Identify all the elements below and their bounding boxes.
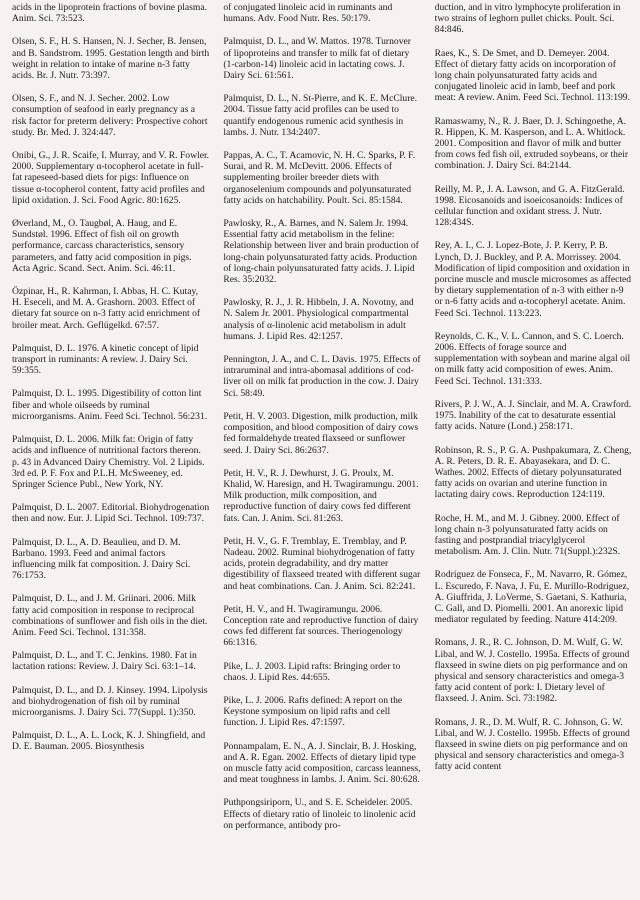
reference-entry: Palmquist, D. L., N. St-Pierre, and K. E. McClure. 2004. Tissue fatty acid profiles can be used to quantify endogenous rumenic acid synthesis in lambs. J. Nutr. 134:2407. xyxy=(223,93,418,138)
reference-column-1 xyxy=(12,2,209,900)
reference-entry: Olsen, S. F., and N. J. Secher. 2002. Low consumption of seafood in early pregnancy as a risk factor for preterm delivery: Prospective cohort study. Br. Med. J. 324:447. xyxy=(12,93,208,138)
reference-entry: Puthpongsiriporn, U., and S. E. Scheideler. 2005. Effects of dietary ratio of linoleic to linolenic acid on performance, antibody pro- xyxy=(223,797,416,831)
reference-entry: Pappas, A. C., T. Acamovic, N. H. C. Sparks, P. F. Surai, and R. M. McDevitt. 2006. Effects of supplementing broiler breeder diets with organoselenium compounds and polyunsaturated fatty acids on hatchability. Poult. Sci. 85:1584. xyxy=(223,150,416,206)
reference-entry: of conjugated linoleic acid in ruminants and humans. Adv. Food Nutr. Res. 50:179. xyxy=(223,2,393,25)
reference-column-2 xyxy=(223,2,420,900)
reference-entry: Rey, A. I., C. J. Lopez-Bote, J. P. Kerry, P. B. Lynch, D. J. Buckley, and P. A. Morrissey. 2004. Modification of lipid composition and oxidation in porcine muscle and muscle microsomes as affected by dietary supplementation of n-3 with either n-9 or n-6 fatty acids and α-tocopheryl acetate. Anim. Feed Sci. Technol. 113:223. xyxy=(434,240,632,319)
reference-entry: Olsen, S. F., H. S. Hansen, N. J. Secher, B. Jensen, and B. Sandstrom. 1995. Gestation length and birth weight in relation to intake of marine n-3 fatty acids. Br. J. Nutr. 73:397. xyxy=(12,36,210,82)
reference-entry: Palmquist, D. L., A. D. Beaulieu, and D. M. Barbano. 1993. Feed and animal factors influencing milk fat composition. J. Dairy Sci. 76:1753. xyxy=(12,536,191,582)
reference-entry: acids in the lipoprotein fractions of bovine plasma. Anim. Sci. 73:523. xyxy=(12,2,208,25)
reference-entry: Petit, H. V., G. F. Tremblay, E. Tremblay, and P. Nadeau. 2002. Ruminal biohydrogenation of fatty acids, protein degradability, and dry matter digestibility of flaxseed treated with different sugar and heat combinations. Can. J. Anim. Sci. 82:241. xyxy=(223,535,421,592)
reference-entry: Palmquist, D. L., and D. J. Kinsey. 1994. Lipolysis and biohydrogenation of fish oil by ruminal microorganisms. J. Dairy Sci. 77(Suppl. 1):350. xyxy=(12,684,208,718)
reference-entry: Robinson, R. S., P. G. A. Pushpakumara, Z. Cheng, A. R. Peters, D. R. E. Abayasekara, and D. C. Wathes. 2002. Effects of dietary polyunsaturated fatty acids on ovarian and uterine function in lactating dairy cows. Reproduction 124:119. xyxy=(434,444,632,501)
reference-entry: Palmquist, D. L., and J. M. Griinari. 2006. Milk fatty acid composition in response to reciprocal combinations of sunflower and fish oils in the diet. Anim. Feed Sci. Technol. 131:358. xyxy=(12,593,208,638)
reference-entry: Palmquist, D. L., and W. Mattos. 1978. Turnover of lipoproteins and transfer to milk fat of dietary (1-carbon-14) linoleic acid in lactating cows. J. Dairy Sci. 61:561. xyxy=(223,36,411,82)
reference-entry: Pike, L. J. 2003. Lipid rafts: Bringing order to chaos. J. Lipid Res. 44:655. xyxy=(223,660,401,683)
reference-entry: Roche, H. M., and M. J. Gibney. 2000. Effect of long chain n-3 polyunsaturated fatty acids on fasting and postprandial triacylglycerol metabolism. Am. J. Clin. Nutr. 71(Suppl.):232S. xyxy=(434,512,621,558)
reference-entry: Rivers, P. J. W., A. J. Sinclair, and M. A. Crawford. 1975. Inability of the cat to desaturate essential fatty acids. Nature (Lond.) 258:171. xyxy=(434,398,632,433)
reference-entry: Petit, H. V., and H. Twagiramungu. 2006. Conception rate and reproductive function of dairy cows fed different fat sources. Theriogenology 66:1316. xyxy=(223,603,419,649)
reference-entry: Rodríguez de Fonseca, F., M. Navarro, R. Gómez, L. Escuredo, F. Nava, J. Fu, E. Murillo-Rodríguez, A. Giuffrida, J. LoVerme, S. Gaetani, S. Kathuria, C. Gall, and D. Piomelli. 2001. An anorexic lipid mediator regulated by feeding. Nature 414:209. xyxy=(434,569,630,626)
reference-entry: Pike, L. J. 2006. Rafts defined: A report on the Keystone symposium on lipid rafts and cell function. J. Lipid Res. 47:1597. xyxy=(223,694,403,729)
reference-entry: Øverland, M., O. Taugbøl, A. Haug, and E. Sundstøl. 1996. Effect of fish oil on growth performance, carcass characteristics, sensory parameters, and fatty acid composition in pigs. Acta Agric. Scand. Sect. Anim. Sci. 46:11. xyxy=(12,218,192,274)
reference-entry: Petit, H. V., R. J. Dewhurst, J. G. Proulx, M. Khalid, W. Haresign, and H. Twagiramungu. 2001. Milk production, milk composition, and reproductive function of dairy cows fed different fats. Can. J. Anim. Sci. 81:263. xyxy=(223,467,419,524)
reference-entry: Palmquist, D. L. 1995. Digestibility of cotton lint fiber and whole oilseeds by ruminal microorganisms. Anim. Feed Sci. Technol. 56:231. xyxy=(12,388,208,422)
reference-entry: duction, and in vitro lymphocyte proliferation in two strains of leghorn pullet chicks. Poult. Sci. 84:846. xyxy=(434,2,621,36)
reference-entry: Raes, K., S. De Smet, and D. Demeyer. 2004. Effect of dietary fatty acids on incorporation of long chain polyunsaturated fatty acids and conjugated linoleic acid in lamb, beef and pork meat: A review. Anim. Feed Sci. Technol. 113:199. xyxy=(434,47,631,104)
reference-entry: Pawlosky, R. J., J. R. Hibbeln, J. A. Novotny, and N. Salem Jr. 2001. Physiological compartmental analysis of α-linolenic acid metabolism in adult humans. J. Lipid Res. 42:1257. xyxy=(223,297,414,342)
reference-entry: Palmquist, D. L., and T. C. Jenkins. 1980. Fat in lactation rations: Review. J. Dairy Sci. 63:1–14. xyxy=(12,650,197,673)
reference-entry: Pawlosky, R., A. Barnes, and N. Salem Jr. 1994. Essential fatty acid metabolism in the feline: Relationship between liver and brain production of long-chain polyunsaturated fatty acids. Production of long-chain polyunsaturated fatty acids. J. Lipid Res. 35:2032. xyxy=(223,218,419,286)
reference-entry: Reilly, M. P., J. A. Lawson, and G. A. FitzGerald. 1998. Eicosanoids and isoeicosanoids: Indices of cellular function and oxidant stress. J. Nutr. 128:434S. xyxy=(434,183,625,229)
reference-entry: Romans, J. R., D. M. Wulf, R. C. Johnson, G. W. Libal, and W. J. Costello. 1995b. Effects of ground flaxseed in swine diets on pig performance and on physical and sensory characteristics and omega-3 fatty acid content xyxy=(434,716,630,773)
reference-entry: Pennington, J. A., and C. L. Davis. 1975. Effects of intraruminal and intra-abomasal additions of cod-liver oil on milk fat production in the cow. J. Dairy Sci. 58:49. xyxy=(223,354,421,399)
reference-entry: Onibi, G., J. R. Scaife, I. Murray, and V. R. Fowler. 2000. Supplementary α-tocopherol acetate in full-fat rapeseed-based diets for pigs: Influence on tissue α-tocopherol content, fatty acid profiles and lipid oxidation. J. Sci. Food Agric. 80:1625. xyxy=(12,150,210,206)
reference-entry: Palmquist, D. L. 2006. Milk fat: Origin of fatty acids and influence of nutritional factors thereon. p. 43 in Advanced Dairy Chemistry. Vol. 2 Lipids. 3rd ed. P. F. Fox and P.L.H. McSweeney, ed. Springer Science Publ., New York, NY. xyxy=(12,434,205,490)
reference-entry: Petit, H. V. 2003. Digestion, milk production, milk composition, and blood composition of dairy cows fed formaldehyde treated flaxseed or sunflower seed. J. Dairy Sci. 86:2637. xyxy=(223,410,419,456)
reference-entry: Palmquist, D. L., A. L. Lock, K. J. Shingfield, and D. E. Bauman. 2005. Biosynthesis xyxy=(12,730,206,753)
reference-entry: Ramaswamy, N., R. J. Baer, D. J. Schingoethe, A. R. Hippen, K. M. Kasperson, and L. A. Whitlock. 2001. Composition and flavor of milk and butter from cows fed fish oil, extruded soybeans, or their combination. J. Dairy Sci. 84:2144. xyxy=(434,115,629,172)
reference-entry: Palmquist, D. L. 2007. Editorial. Biohydrogenation then and now. Eur. J. Lipid Sci. Technol. 109:737. xyxy=(12,502,210,525)
reference-entry: Romans, J. R., R. C. Johnson, D. M. Wulf, G. W. Libal, and W. J. Costello. 1995a. Effects of ground flaxseed in swine diets on pig performance and on physical and sensory characteristics and omega-3 fatty acid content of pork: I. Dietary level of flaxseed. J. Anim. Sci. 73:1982. xyxy=(434,637,630,705)
reference-entry: Ponnampalam, E. N., A. J. Sinclair, B. J. Hosking, and A. R. Egan. 2002. Effects of dietary lipid type on muscle fatty acid composition, carcass leanness, and meat toughness in lambs. J. Anim. Sci. 80:628. xyxy=(223,740,421,786)
reference-entry: Palmquist, D. L. 1976. A kinetic concept of lipid transport in ruminants: A review. J. Dairy Sci. 59:355. xyxy=(12,342,199,377)
reference-entry: Reynolds, C. K., V. L. Cannon, and S. C. Loerch. 2006. Effects of forage source and supplementation with soybean and marine algal oil on milk fatty acid composition of ewes. Anim. Feed Sci. Technol. 131:333. xyxy=(434,330,631,387)
reference-column-3 xyxy=(435,2,632,900)
reference-entry: Özpinar, H., R. Kahrman, I. Abbas, H. C. Kutay, H. Eseceli, and M. A. Grashorn. 2003. Effect of dietary fat source on n-3 fatty acid enrichment of broiler meat. Arch. Geflügelkd. 67:57. xyxy=(12,286,201,331)
